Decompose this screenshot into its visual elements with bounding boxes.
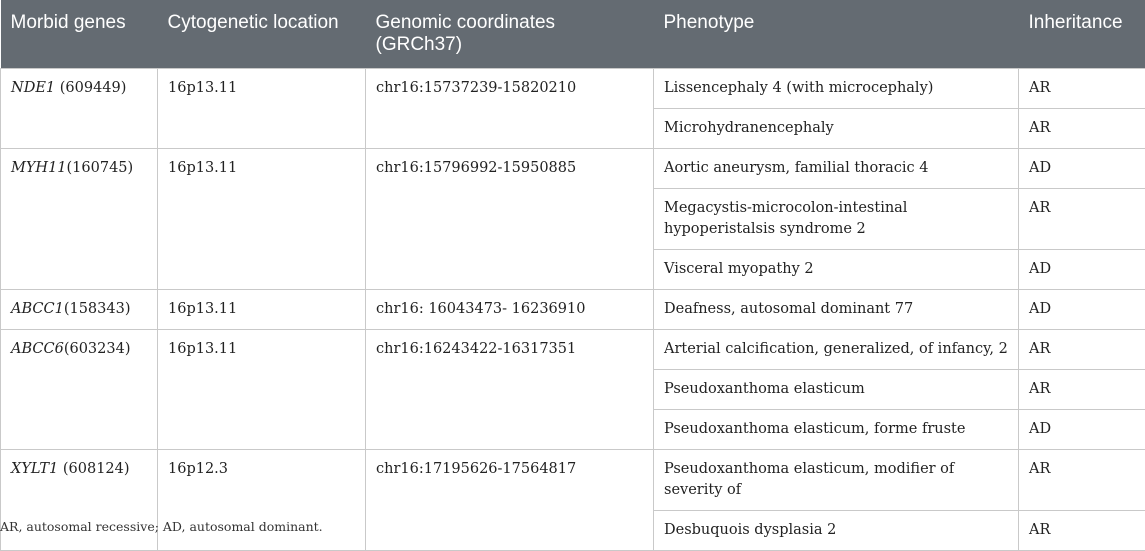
cyto-cell: 16p13.11: [158, 330, 366, 450]
gene-symbol: MYH11: [11, 160, 67, 176]
gene-cell: [1, 149, 158, 290]
phenotype-cell: Pseudoxanthoma elasticum, modifier of severity of: [654, 450, 1019, 511]
gene-omim: (609449): [55, 80, 126, 96]
gene-cell: [1, 330, 158, 450]
coords-cell: chr16: 16043473- 16236910: [366, 290, 654, 330]
phenotype-cell: Lissencephaly 4 (with microcephaly): [654, 69, 1019, 109]
inheritance-cell: AR: [1019, 450, 1145, 511]
cyto-cell: 16p12.3: [158, 450, 366, 551]
inheritance-cell: AD: [1019, 250, 1145, 290]
phenotype-cell: Pseudoxanthoma elasticum, forme fruste: [654, 410, 1019, 450]
coords-cell: chr16:16243422-16317351: [366, 330, 654, 450]
gene-omim: (608124): [58, 461, 129, 477]
cyto-cell: 16p13.11: [158, 149, 366, 290]
inheritance-cell: AR: [1019, 370, 1145, 410]
header-genomic-coordinates: Genomic coordinates (GRCh37): [366, 0, 654, 69]
gene-symbol: NDE1: [11, 80, 55, 96]
phenotype-cell: Visceral myopathy 2: [654, 250, 1019, 290]
cyto-cell: 16p13.11: [158, 69, 366, 149]
phenotype-cell: Microhydranencephaly: [654, 109, 1019, 149]
table-row: [1, 69, 1145, 109]
gene-symbol: ABCC6: [11, 341, 64, 357]
phenotype-cell: Pseudoxanthoma elasticum: [654, 370, 1019, 410]
header-phenotype: Phenotype: [654, 0, 1019, 69]
phenotype-cell: Deafness, autosomal dominant 77: [654, 290, 1019, 330]
phenotype-cell: Arterial calcification, generalized, of infancy, 2: [654, 330, 1019, 370]
inheritance-cell: AD: [1019, 149, 1145, 189]
gene-omim: (603234): [64, 341, 131, 357]
gene-cell: [1, 450, 158, 551]
header-inheritance: Inheritance: [1019, 0, 1145, 69]
gene-omim: (158343): [64, 301, 131, 317]
coords-cell: chr16:15737239-15820210: [366, 69, 654, 149]
table-footnote: AR, autosomal recessive; AD, autosomal dominant.: [0, 519, 323, 534]
inheritance-cell: AD: [1019, 290, 1145, 330]
coords-cell: chr16:15796992-15950885: [366, 149, 654, 290]
inheritance-cell: AR: [1019, 109, 1145, 149]
phenotype-cell: Megacystis-microcolon-intestinal hypoperistalsis syndrome 2: [654, 189, 1019, 250]
gene-symbol: ABCC1: [11, 301, 64, 317]
phenotype-cell: Desbuquois dysplasia 2: [654, 511, 1019, 551]
gene-cell: [1, 69, 158, 149]
table-header: [1, 0, 1145, 69]
inheritance-cell: AR: [1019, 330, 1145, 370]
inheritance-cell: AR: [1019, 69, 1145, 109]
table-row: [1, 330, 1145, 370]
cyto-cell: 16p13.11: [158, 290, 366, 330]
gene-symbol: XYLT1: [11, 461, 58, 477]
inheritance-cell: AR: [1019, 511, 1145, 551]
inheritance-cell: AR: [1019, 189, 1145, 250]
table-row: [1, 149, 1145, 189]
inheritance-cell: AD: [1019, 410, 1145, 450]
gene-omim: (160745): [67, 160, 134, 176]
header-cytogenetic-location: Cytogenetic location: [158, 0, 366, 69]
phenotype-cell: Aortic aneurysm, familial thoracic 4: [654, 149, 1019, 189]
table-row: [1, 450, 1145, 511]
table-row: [1, 290, 1145, 330]
table-body: [1, 69, 1145, 551]
coords-cell: chr16:17195626-17564817: [366, 450, 654, 551]
header-morbid-genes: Morbid genes: [1, 0, 158, 69]
gene-cell: [1, 290, 158, 330]
